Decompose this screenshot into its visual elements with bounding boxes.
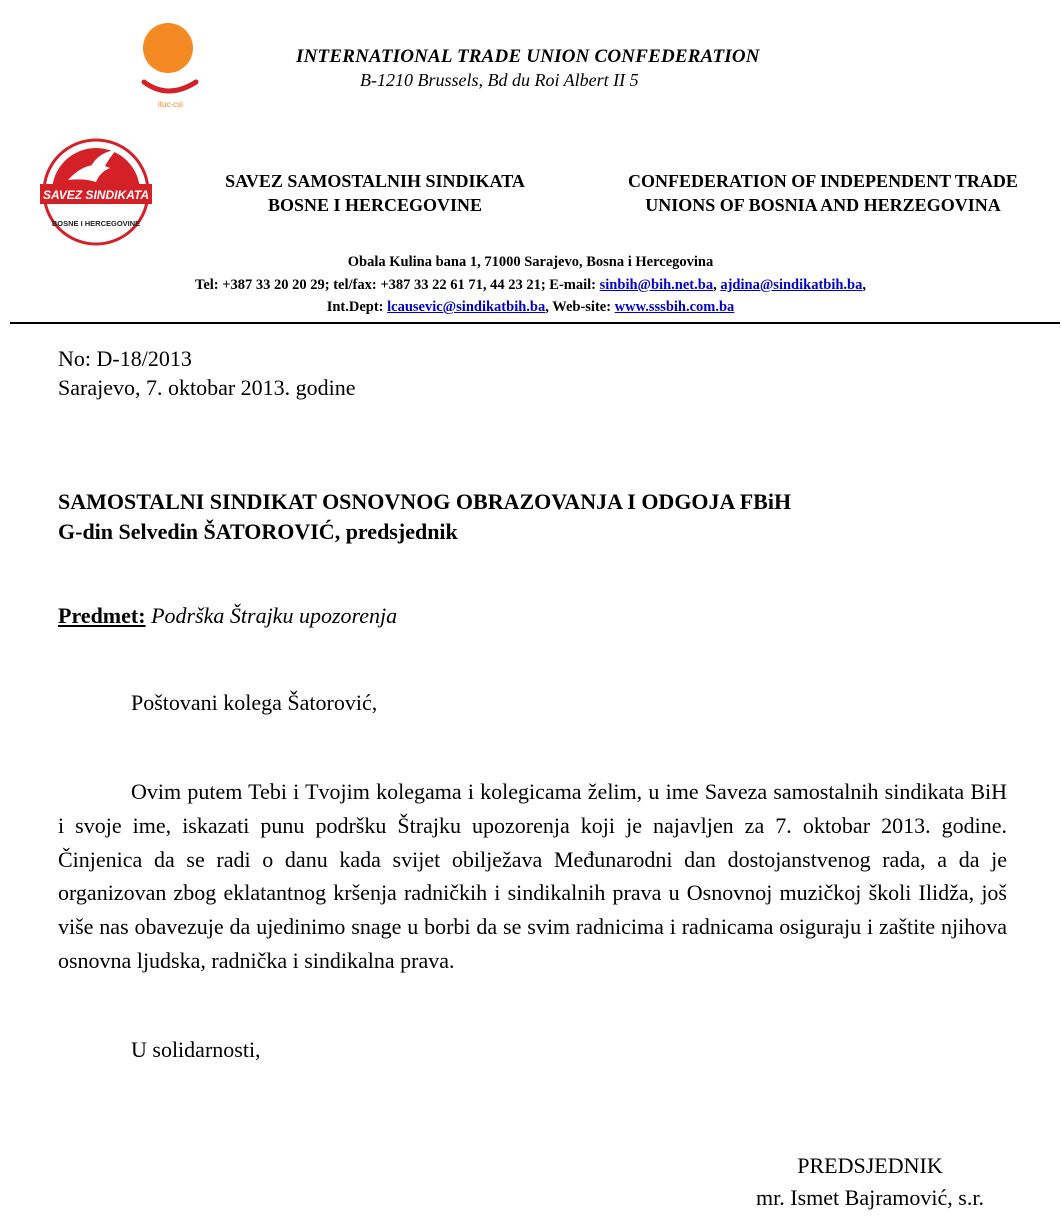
body-paragraph: Ovim putem Tebi i Tvojim kolegama i kolegicama želim, u ime Saveza samostalnih sindikata BiH i svoje ime, iskazati punu podršku Štrajku upozorenja koji je najavljen za 7. oktobar 2013. godine. Činjenica da se radi o danu kada svijet obilježava Međunarodni dan dostojanstvenog rada, a da je organizovan zbog eklatantnog kršenja radničkih i sindikalnih prava u Osnovnoj muzičkoj školi Ilidža, još više nas obavezuje da ujedinimo snage u borbi da se svim radnicima i radnicama osiguraju i zaštite njihova osnovna ljudska, radnička i sindikalna prava. xyxy=(58,779,1007,973)
ituc-orange-circle-logo-icon xyxy=(138,20,218,110)
signer-title: PREDSJEDNIK xyxy=(797,1153,943,1178)
org-name-bosnian xyxy=(190,169,560,217)
letter-meta xyxy=(58,344,356,402)
email-link-lcausevic[interactable]: lcausevic@sindikatbih.ba xyxy=(387,299,546,315)
subject-label: Predmet: xyxy=(58,603,146,628)
email-link-ajdina[interactable]: ajdina@sindikatbih.ba xyxy=(720,276,863,293)
contact-block xyxy=(0,251,1061,319)
signer-name: mr. Ismet Bajramović, s.r. xyxy=(756,1185,984,1210)
org-name-english xyxy=(590,169,1056,217)
contact-website-label: , Web-site: xyxy=(545,299,615,315)
sss-logo-bottom-text: BOSNE I HERCEGOVINE xyxy=(51,219,141,228)
savez-sindikata-dove-logo-icon xyxy=(38,138,154,250)
ituc-logo-caption: ituc-csi xyxy=(158,100,183,109)
contact-phone-email-line xyxy=(0,274,1061,297)
greeting: Poštovani kolega Šatorović, xyxy=(131,690,378,715)
recipient-block xyxy=(58,487,791,547)
subject-line xyxy=(58,603,397,629)
website-link[interactable]: www.sssbih.com.ba xyxy=(614,299,735,315)
org-name-bosnian-line2: BOSNE I HERCEGOVINE xyxy=(267,195,483,215)
recipient-person: G-din Selvedin ŠATOROVIĆ, predsjednik xyxy=(58,519,458,544)
contact-address: Obala Kulina bana 1, 71000 Sarajevo, Bosna i Hercegovina xyxy=(347,254,714,270)
email-link-sinbih[interactable]: sinbih@bih.net.ba xyxy=(599,276,714,293)
org-name-english-line1: CONFEDERATION OF INDEPENDENT TRADE xyxy=(628,171,1018,191)
contact-separator: , xyxy=(713,276,721,293)
recipient-organization: SAMOSTALNI SINDIKAT OSNOVNOG OBRAZOVANJA I ODGOJA FBiH xyxy=(58,489,792,514)
closing: U solidarnosti, xyxy=(131,1037,261,1062)
contact-intdept-label: Int.Dept: xyxy=(326,299,388,315)
sss-logo xyxy=(38,138,154,250)
contact-phone: Tel: +387 33 20 20 29; tel/fax: +387 33 22 61 71, 44 23 21; E-mail: xyxy=(195,276,600,293)
header-divider xyxy=(10,322,1060,324)
place-date: Sarajevo, 7. oktobar 2013. godine xyxy=(58,375,356,400)
org-name-bosnian-line1: SAVEZ SAMOSTALNIH SINDIKATA xyxy=(225,171,525,191)
contact-intdept-line xyxy=(0,296,1061,319)
contact-separator: , xyxy=(862,276,866,293)
signature-block xyxy=(700,1150,1040,1214)
ituc-name: INTERNATIONAL TRADE UNION CONFEDERATION xyxy=(296,46,760,67)
document-number: No: D-18/2013 xyxy=(58,346,192,371)
ituc-logo xyxy=(138,20,218,110)
sss-logo-top-text: SAVEZ SINDIKATA xyxy=(42,188,150,202)
ituc-address: B-1210 Brussels, Bd du Roi Albert II 5 xyxy=(360,70,639,90)
subject-text: Podrška Štrajku upozorenja xyxy=(145,603,398,628)
org-name-english-line2: UNIONS OF BOSNIA AND HERZEGOVINA xyxy=(645,195,1001,215)
